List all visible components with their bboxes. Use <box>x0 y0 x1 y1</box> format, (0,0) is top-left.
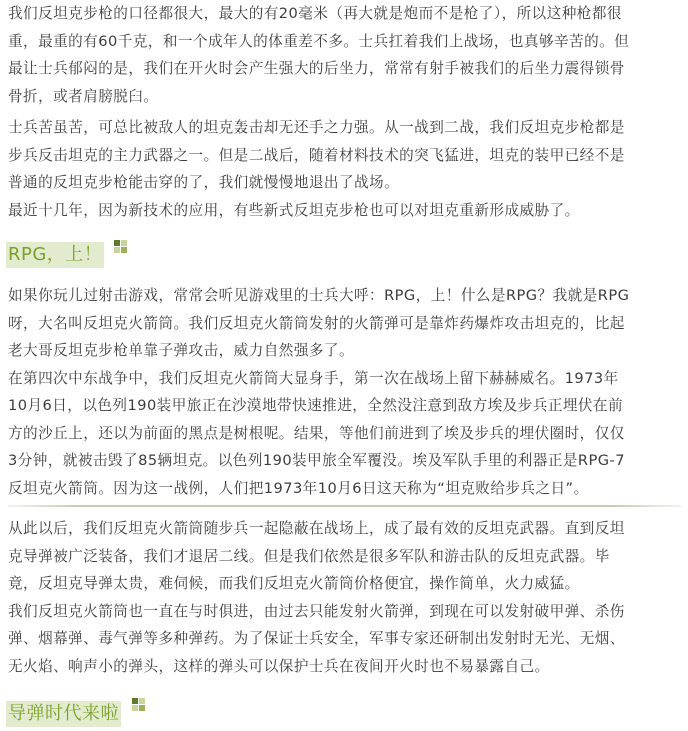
section-heading-missile <box>6 701 121 727</box>
text-line: 10月6日，以色列190装甲旅正在沙漠地带快速推进，全然没注意到敌方埃及步兵正埋伏在前 <box>8 397 624 414</box>
text-line: 无火焰、响声小的弹头，这样的弹头可以保护士兵在夜间开火时也不易暴露自己。 <box>8 657 550 675</box>
text-line: 骨折，或者肩膀脱臼。 <box>8 87 159 105</box>
text-line: 步兵反击坦克的主力武器之一。但是二战后，随着材料技术的突飞猛进，坦克的装甲已经不是 <box>8 146 625 164</box>
text-line: 士兵苦虽苦，可总比被敌人的坦克轰击却无还手之力强。从一战到二战，我们反坦克步枪都是 <box>8 119 625 136</box>
text-line: 普通的反坦克步枪能击穿的了，我们就慢慢地退出了战场。 <box>8 174 400 191</box>
text-line: 方的沙丘上，还以为前面的黑点是树根呢。结果，等他们前进到了埃及步兵的埋伏圈时，仅仅 <box>8 424 625 442</box>
section-marker-icon <box>114 240 132 258</box>
text-line: 我们反坦克火箭筒也一直在与时俱进，由过去只能发射火箭弹，到现在可以发射破甲弹、杀伤 <box>8 602 625 620</box>
text-line: 最让士兵郁闷的是，我们在开火时会产生强大的后坐力，常常有射手被我们的后坐力震得锁骨 <box>8 60 625 77</box>
paragraph-recoil <box>8 0 684 110</box>
text-line: 弹、烟幕弹、毒气弹等多种弹药。为了保证士兵安全，军事专家还研制出发射时无光、无烟、 <box>8 630 625 647</box>
section-marker-icon <box>132 698 150 716</box>
text-line: 如果你玩儿过射击游戏，常常会听见游戏里的士兵大呼：RPG，上！什么是RPG？我就是RPG <box>8 287 630 304</box>
paragraph-rpg-intro <box>8 282 684 502</box>
text-line: 在第四次中东战争中，我们反坦克火箭筒大显身手，第一次在战场上留下赫赫威名。1973年 <box>8 369 619 387</box>
text-line: 呀，大名叫反坦克火箭筒。我们反坦克火箭筒发射的火箭弹可是靠炸药爆炸攻击坦克的，比起 <box>8 314 625 332</box>
text-line: 反坦克火箭筒。因为这一战例，人们把1973年10月6日这天称为“坦克败给步兵之日”。 <box>8 479 589 497</box>
text-line: 我们反坦克步枪的口径都很大，最大的有20毫米（再大就是炮而不是枪了），所以这种枪都很 <box>8 5 622 22</box>
heading-text: RPG，上！ <box>8 244 103 265</box>
section-divider <box>8 505 682 507</box>
paragraph-decline <box>8 114 684 224</box>
text-line: 克导弹被广泛装备，我们才退居二线。但是我们依然是很多军队和游击队的反坦克武器。毕 <box>8 547 610 565</box>
text-line: 老大哥反坦克步枪单靠子弹攻击，威力自然强多了。 <box>8 342 355 359</box>
text-line: 最近十几年，因为新技术的应用，有些新式反坦克步枪也可以对坦克重新形成威胁了。 <box>8 201 580 219</box>
paragraph-rpg-evolution <box>8 515 684 680</box>
text-line: 3分钟，就被击毁了85辆坦克。以色列190装甲旅全军覆没。埃及军队手里的利器正是RPG-7 <box>8 452 625 469</box>
heading-text: 导弹时代来啦 <box>8 703 119 724</box>
text-line: 从此以后，我们反坦克火箭筒随步兵一起隐蔽在战场上，成了最有效的反坦克武器。直到反坦 <box>8 520 625 537</box>
text-line: 重，最重的有60千克，和一个成年人的体重差不多。士兵扛着我们上战场，也真够辛苦的。但 <box>8 32 630 50</box>
text-line: 竟，反坦克导弹太贵，难伺候，而我们反坦克火箭筒价格便宜，操作简单，火力威猛。 <box>8 575 580 592</box>
section-heading-rpg <box>6 242 104 268</box>
